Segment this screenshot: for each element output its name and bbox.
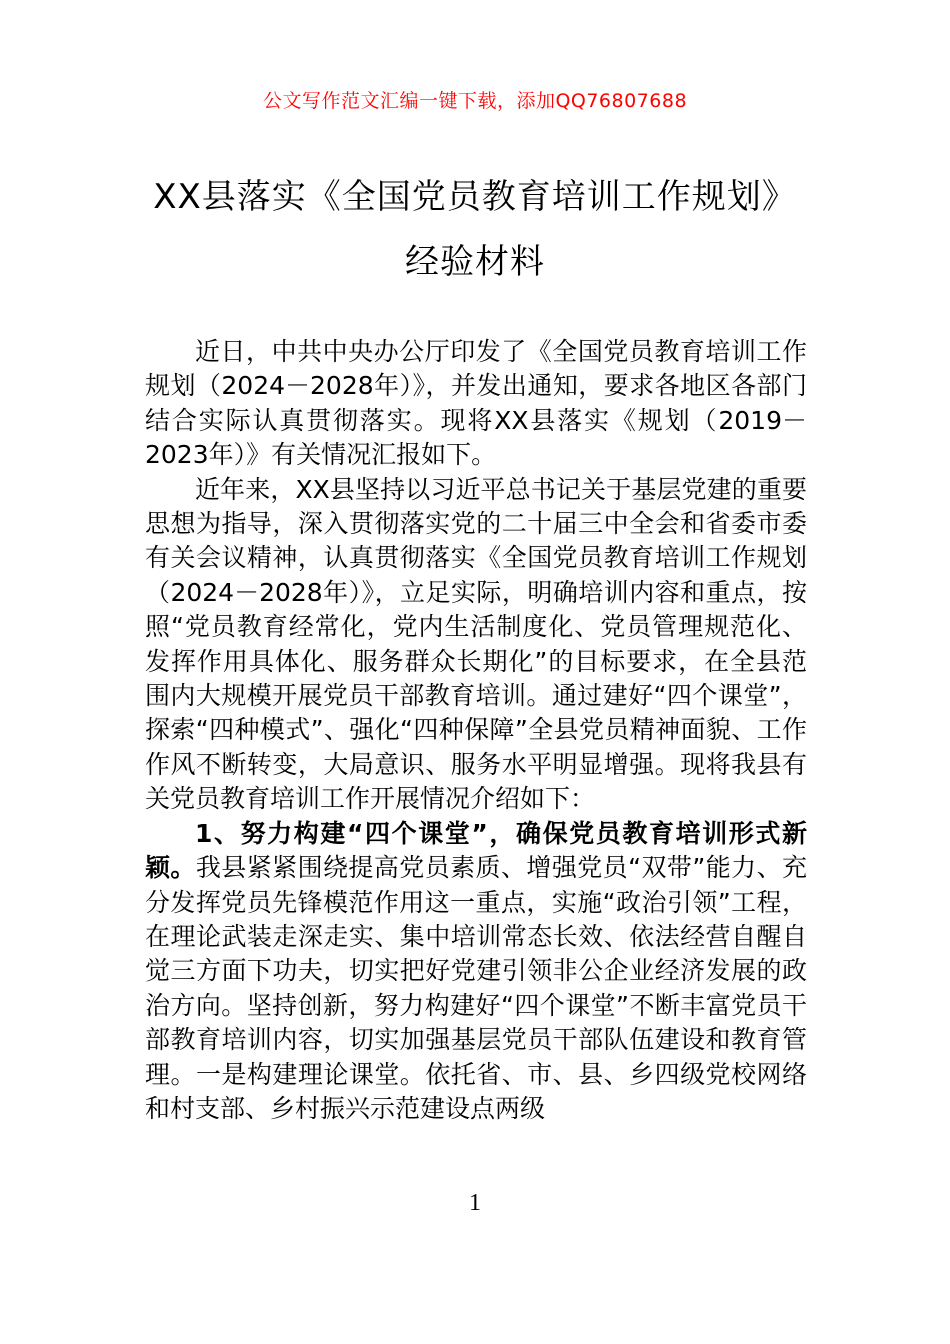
- document-body: [145, 335, 807, 1126]
- paragraph-intro: 近日，中共中央办公厅印发了《全国党员教育培训工作规划（2024－2028年）》，并发出通知，要求各地区各部门结合实际认真贯彻落实。现将XX县落实《规划（2019－2023年）》有关情况汇报如下。: [145, 337, 807, 470]
- section-1-heading: 1、努力构建“四个课堂”，确保党员教育培训形式新颖。: [145, 818, 807, 883]
- paragraph-section-1: [145, 817, 807, 1127]
- document-title-line-2: 经验材料: [405, 242, 545, 282]
- paragraph-overview: 近年来，XX县坚持以习近平总书记关于基层党建的重要思想为指导，深入贯彻落实党的二十届三中全会和省委市委有关会议精神，认真贯彻落实《全国党员教育培训工作规划（2024－2028年）》，立足实际，明确培训内容和重点，按照“党员教育经常化，党内生活制度化、党员管理规范化、发挥作用具体化、服务群众长期化”的目标要求，在全县范围内大规模开展党员干部教育培训。通过建好“四个课堂”，探索“四种模式”、强化“四种保障”全县党员精神面貌、工作作风不断转变，大局意识、服务水平明显增强。现将我县有关党员教育培训工作开展情况介绍如下：: [145, 474, 807, 814]
- document-title-line-1: XX县落实《全国党员教育培训工作规划》: [153, 177, 797, 217]
- page-number: 1: [469, 1190, 481, 1216]
- download-promo-note: 公文写作范文汇编一键下载，添加QQ76807688: [262, 90, 688, 112]
- section-1-body: 我县紧紧围绕提高党员素质、增强党员“双带”能力、充分发挥党员先锋模范作用这一重点，实施“政治引领”工程，在理论武装走深走实、集中培训常态长效、依法经营自醒自觉三方面下功夫，切实把好党建引领非公企业经济发展的政治方向。坚持创新，努力构建好“四个课堂”不断丰富党员干部教育培训内容，切实加强基层党员干部队伍建设和教育管理。一是构建理论课堂。依托省、市、县、乡四级党校网络和村支部、乡村振兴示范建设点两级: [145, 853, 807, 1123]
